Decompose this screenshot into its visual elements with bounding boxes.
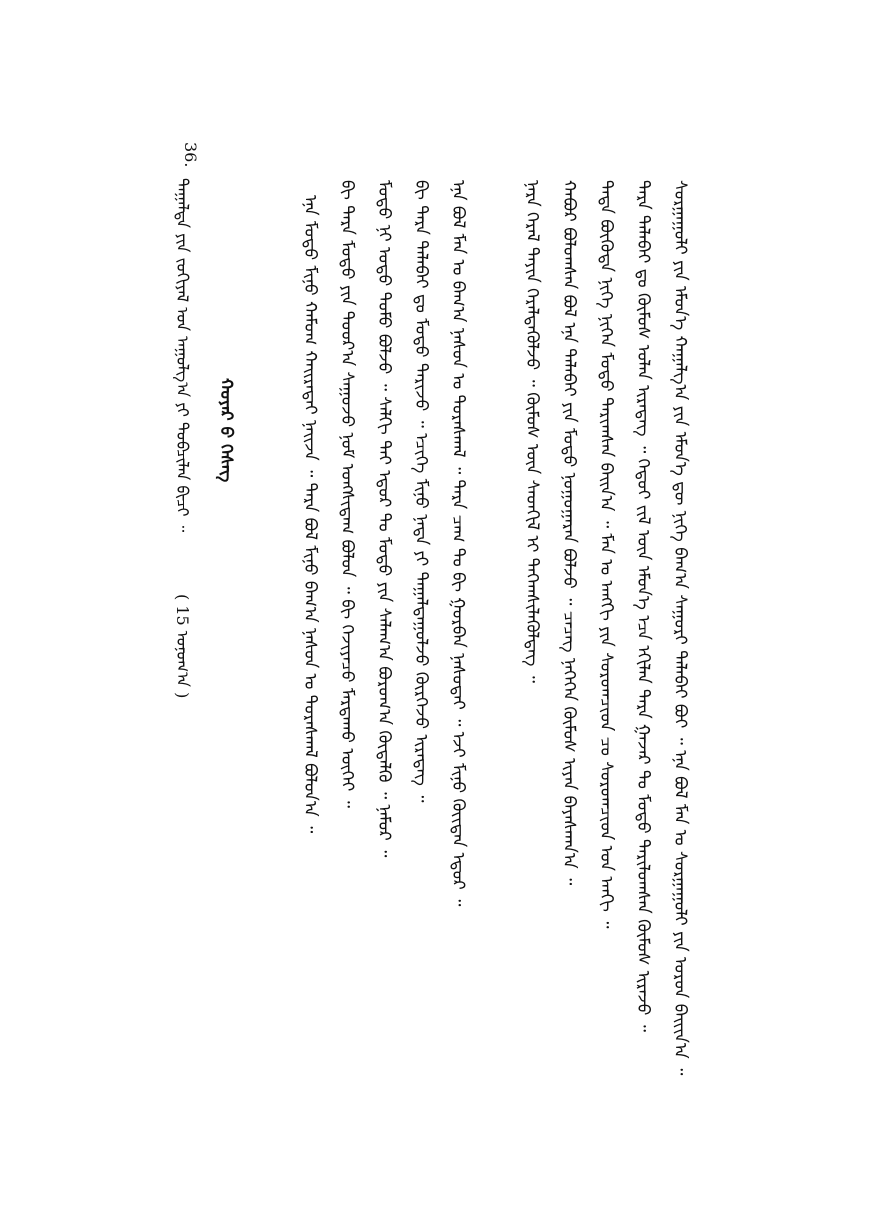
text-line: ᠰᠤᠷᠭᠠᠭᠤᠯᠢ ᠶᠢᠨ ᠡᠮᠦᠨ᠎ᠡ ᠬᠠᠭᠠᠯᠭ᠎ᠠ ᠶᠢᠨ ᠡᠮᠦᠨ᠎ᠡ ᠳᠦ ᠨᠢᠭᠡ ᠪᠠᠭ᠎ᠠ ᠰᠠᠭᠤᠷᠢ ᠲᠠᠯᠠᠪᠠᠢ ᠪᠣᠢ ᠃ ᠡᠨᠡ ᠪᠣᠯ ᠮᠠᠨ ᠤ ᠰᠤᠷᠭᠠᠭᠤᠯᠢ ᠶᠢᠨ ᠣᠷᠣᠨ ᠪᠠᠢᠢᠨ᠎ᠠ ᠃ xyxy=(670,180,690,1076)
text-line: ᠪᠢ ᠲᠡᠷᠡ ᠮᠣᠳᠣ ᠶᠢᠨ ᠳᠣᠣᠷ᠎ᠠ ᠰᠠᠭᠤᠵᠤ ᠨᠣᠮ ᠤᠩᠰᠢᠳᠠᠭ ᠪᠣᠯᠤᠨ ᠃ ᠪᠢ ᠬᠡᠵᠢᠶᠡᠴᠤ ᠮᠠᠷᠲᠠᠬᠤ ᠦᠭᠡᠢ ᠃ xyxy=(337,180,357,808)
section-heading: ᠬᠣᠶᠠᠷ ᠪ ᠬᠡᠰᠡᠭ xyxy=(216,378,236,483)
text-line: ᠮᠣᠳᠣ ᠨᠢ ᠣᠳᠣ ᠲᠣᠮᠣ ᠪᠣᠯᠵᠤ ᠃ ᠰᠠᠯᠬᠢ ᠲᠠᠢ ᠡᠳᠦᠷ ᠲᠤ ᠮᠣᠳᠣ ᠶᠢᠨ ᠰᠠᠯᠠᠭ᠎ᠠ ᠪᠣᠷᠤᠭ᠎ᠠ ᠬᠥᠳᠡᠯᠬᠦ ᠃ ᠨᠠᠮᠤᠷ ᠃ xyxy=(374,180,394,858)
question-points: ( 15 ᠣᠨᠤᠭ᠎ᠠ ) xyxy=(173,594,192,699)
text-line: ᠡᠨᠡ ᠪᠣᠯ ᠮᠠᠨ ᠤ ᠪᠠᠭ᠎ᠠ ᠨᠠᠰᠤᠨ ᠤ ᠳᠤᠷᠠᠰᠬᠠᠯ ᠃ ᠲᠡᠷᠡ ᠴᠠᠭ ᠲᠤ ᠪᠢ ᠭᠤᠷᠪᠠᠨ ᠨᠠᠰᠤᠲᠠᠢ ᠃ ᠡᠵᠢ ᠮᠢᠨᠤ ᠬᠦᠢᠲᠡᠨ ᠡᠳᠦᠷ ᠃ xyxy=(448,180,468,907)
text-line: ᠨᠠᠷᠠ ᠭᠡᠷᠡᠯ ᠲᠡᠶᠢᠨ ᠭᠡᠷᠡᠯᠲᠡᠭᠦᠯᠵᠦ ᠃ ᠬᠦᠮᠦᠰ ᠦᠨ ᠰᠡᠳᠬᠢᠯ ᠢ ᠳᠡᠭᠡᠭ᠍ᠰᠢᠯᠡᠭᠦᠯᠳᠡᠭ ᠃ xyxy=(522,180,542,683)
question-number: 36. xyxy=(181,142,200,168)
text-line: ᠪᠢ ᠲᠡᠷᠡ ᠲᠠᠯᠠᠪᠠᠢ ᠳᠤ ᠮᠣᠳᠣ ᠲᠠᠷᠢᠵᠤ ᠃ ᠡᠴᠢᠭᠡ ᠮᠢᠨᠤ ᠨᠠᠳᠠ ᠶᠢ ᠳᠠᠭᠠᠯᠳᠠᠭᠤᠯᠵᠤ ᠬᠦᠷᠭᠡᠵᠦ ᠢᠷᠡᠳᠡᠭ ᠃ xyxy=(411,180,431,803)
text-line: ᠲᠡᠷᠡ ᠲᠠᠯᠠᠪᠠᠢ ᠳᠤ ᠬᠦᠮᠦᠰ ᠣᠯᠠᠨ ᠢᠷᠡᠳᠡᠭ ᠃ ᠬᠡᠳᠦᠢ ᠵᠢᠯ ᠦᠨ ᠡᠮᠦᠨ᠎ᠡ ᠡᠴᠡ ᠡᠬᠢᠯᠡᠨ ᠲᠡᠷᠡ ᠭᠠᠵᠠᠷ ᠲᠤ ᠮᠣᠳᠣ ᠲᠠᠷᠢᠯᠤᠭᠰᠠᠨ ᠬᠦᠮᠦᠰ ᠢᠷᠡᠵᠦ ᠃ xyxy=(633,180,653,1032)
text-line: ᠡᠨᠡ ᠮᠣᠳᠣ ᠮᠢᠨᠤ ᠬᠠᠮᠤᠭ ᠬᠠᠢᠷᠠᠲᠠᠢ ᠨᠠᠢᠵᠠ ᠃ ᠲᠡᠷᠡ ᠪᠣᠯ ᠮᠢᠨᠤ ᠪᠠᠭ᠎ᠠ ᠨᠠᠰᠤᠨ ᠤ ᠳᠤᠷᠠᠰᠬᠠᠯ ᠪᠣᠯᠤᠨ᠎ᠠ ᠃ xyxy=(300,195,320,834)
text-line: ᠬᠠᠪᠤᠷ ᠪᠣᠯᠤᠭᠰᠠᠨ ᠪᠣᠯ ᠡᠨᠡ ᠲᠠᠯᠠᠪᠠᠢ ᠶᠢᠨ ᠮᠣᠳᠣ ᠨᠤᠭᠣᠭᠠᠷᠠᠨ ᠪᠣᠯᠵᠤ ᠃ ᠴᠡᠴᠡᠭ ᠨᠡᠭᠡᠭᠡᠨ ᠬᠦᠮᠦᠰ ᠢᠶᠡᠨ ᠪᠠᠶᠠᠰᠬᠠᠨ᠎ᠠ ᠃ xyxy=(559,180,579,886)
question-text: ᠳᠠᠭᠠᠯᠳᠠ ᠶᠢᠨ ᠵᠣᠬᠢᠶᠠᠯ ᠤᠨ ᠠᠭᠤᠯᠭ᠎ᠠ ᠶᠢ ᠲᠣᠪᠴᠢᠯᠠᠨ ᠪᠢᠴᠢ ᠃ xyxy=(173,178,192,533)
text-line: ᠲᠡᠳᠡ ᠪᠦᠭᠦᠳᠡ ᠨᠢᠭᠡ ᠨᠢᠭᠡᠨ ᠮᠣᠳᠣ ᠲᠠᠷᠢᠭᠰᠠᠨ ᠪᠠᠢᠨ᠎ᠠ ᠃ ᠮᠠᠨ ᠤ ᠠᠩᠭᠢ ᠶᠢᠨ ᠰᠤᠷᠤᠭᠴᠢᠳ ᠴᠤ ᠰᠤᠷᠤᠭᠴᠢᠳ ᠤᠨ ᠠᠨᠭᠢ ᠃ xyxy=(596,180,616,929)
